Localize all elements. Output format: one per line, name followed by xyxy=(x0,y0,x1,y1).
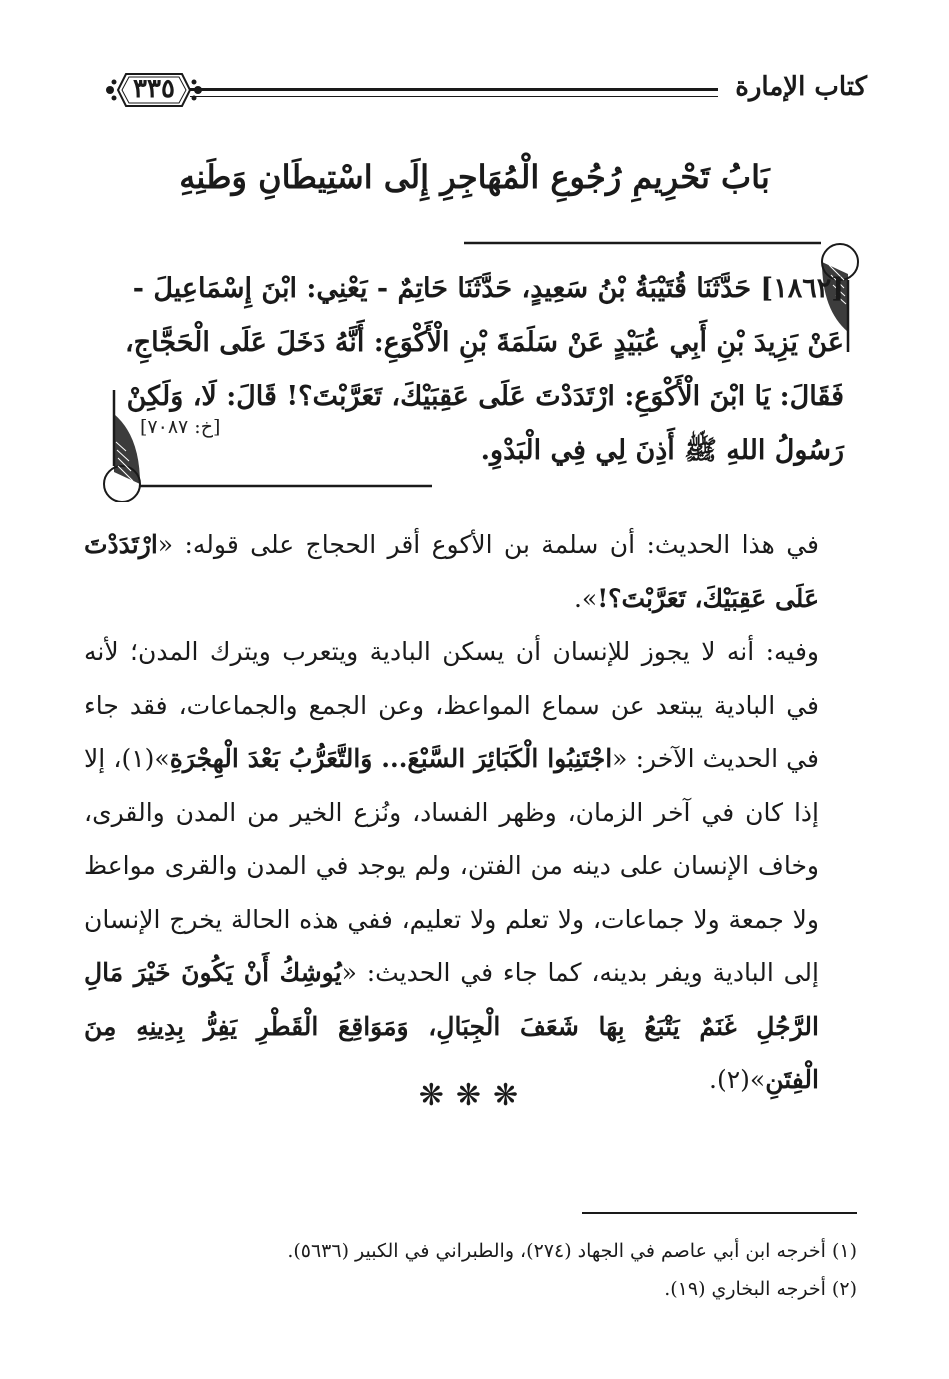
commentary-body xyxy=(84,518,859,1107)
footnote-rule xyxy=(582,1212,857,1214)
paragraph-text: في هذا الحديث: أن سلمة بن الأكوع أقر الحجاج على قوله: « xyxy=(157,530,819,559)
paragraph-text: وفيه: أنه لا يجوز للإنسان أن يسكن البادية ويتعرب ويترك المدن؛ لأنه في البادية يبتعد عن سماع المواعظ، وعن الجمع والجماعات، فقد جاء في الحديث الآخر: « xyxy=(84,637,819,773)
chapter-heading: بَابُ تَحْرِيمِ رُجُوعِ الْمُهَاجِرِ إِلَى اسْتِيطَانِ وَطَنِهِ xyxy=(179,158,770,196)
hadith-quote: اجْتَنِبُوا الْكَبَائِرَ السَّبْعَ... وَالتَّعَرُّبُ بَعْدَ الْهِجْرَةِ xyxy=(169,744,613,773)
header-rule xyxy=(190,88,718,97)
hadith-line: عَنْ يَزِيدَ بْنِ أَبِي عُبَيْدٍ عَنْ سَلَمَةَ بْنِ الْأَكْوَعِ: أَنَّهُ دَخَلَ عَلَى الْحَجَّاجِ، xyxy=(124,327,844,358)
hadith-line: رَسُولُ اللهِ ﷺ أَذِنَ لِي فِي الْبَدْوِ. xyxy=(480,435,844,466)
footnote: (٢) أخرجه البخاري (١٩). xyxy=(664,1278,857,1300)
hadith-text xyxy=(114,262,844,478)
hadith-quote: ارْتَدَدْتَ عَلَى عَقِبَيْكَ، تَعَرَّبْتَ؟! xyxy=(84,530,819,613)
page-number: ٣٣٥ xyxy=(133,74,175,104)
page-number-badge xyxy=(104,66,204,114)
hadith-line: فَقَالَ: يَا ابْنَ الْأَكْوَعِ: ارْتَدَدْتَ عَلَى عَقِبَيْكَ، تَعَرَّبْتَ؟! قَالَ: لَا، وَلَكِنْ xyxy=(126,381,844,412)
paragraph xyxy=(84,518,859,625)
paragraph-text: »(٢). xyxy=(709,1065,766,1094)
footnote: (١) أخرجه ابن أبي عاصم في الجهاد (٢٧٤)، والطبراني في الكبير (٥٦٣٦). xyxy=(287,1240,857,1262)
footnotes xyxy=(82,1232,857,1308)
hadith-quote: يُوشِكُ أَنْ يَكُونَ خَيْرَ مَالِ الرَّجُلِ غَنَمٌ يَتْبَعُ بِهَا شَعَفَ الْجِبَالِ، وَمَوَاقِعَ الْقَطْرِ يَفِرُّ بِدِينِهِ مِنَ الْفِتَنِ xyxy=(84,958,819,1094)
book-title: كتاب الإمارة xyxy=(735,72,867,102)
paragraph xyxy=(84,625,859,1107)
paragraph-text: ». xyxy=(573,583,598,613)
section-separator-icon: ❋❋❋ xyxy=(418,1078,531,1113)
paragraph-text: »(١)، إلا إذا كان في آخر الزمان، وظهر الفساد، ونُزع الخير من المدن والقرى، وخاف الإنسان على دينه من الفتن، ولم يوجد في المدن والقرى مواعظ ولا جمعة ولا جماعات، ولا تعلم ولا تعليم، ففي هذه الحالة يخرج الإنسان إلى البادية ويفر بدينه، كما جاء في الحديث: « xyxy=(84,744,819,987)
hadith-line: [١٨٦٢] حَدَّثَنَا قُتَيْبَةُ بْنُ سَعِيدٍ، حَدَّثَنَا حَاتِمٌ - يَعْنِي: ابْنَ إِسْمَاعِيلَ - xyxy=(132,273,844,304)
hadith-reference: [خ: ٧٠٨٧] xyxy=(140,416,221,438)
